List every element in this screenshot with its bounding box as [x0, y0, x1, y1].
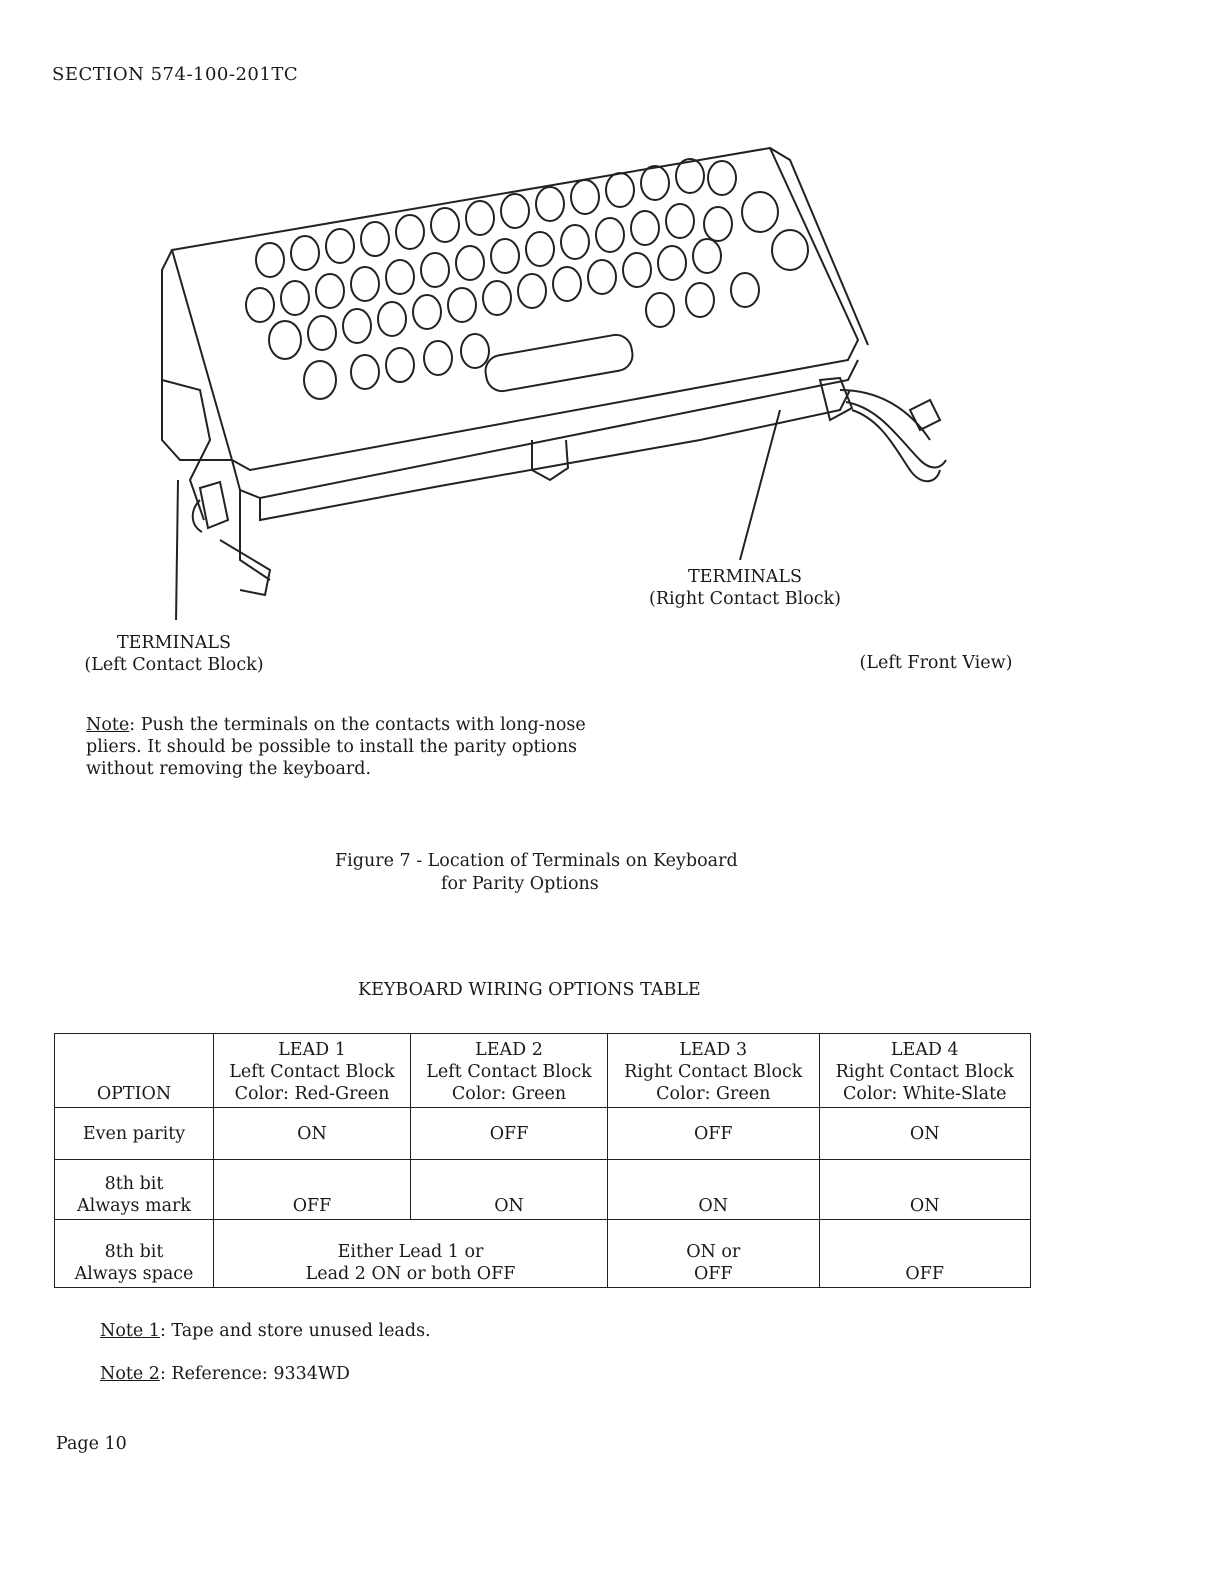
- installation-note: Note: Push the terminals on the contacts with long-nose pliers. It should be possible to install the parity options without removing the keyboard.: [86, 715, 586, 779]
- option-header: OPTION: [55, 1034, 214, 1108]
- lead-cell: Either Lead 1 or Lead 2 ON or both OFF: [214, 1220, 608, 1288]
- table-title: KEYBOARD WIRING OPTIONS TABLE: [358, 980, 701, 1000]
- option-cell: 8th bit Always space: [55, 1220, 214, 1288]
- terminals-left-label: TERMINALS (Left Contact Block): [84, 633, 264, 675]
- lead-header: LEAD 1 Left Contact Block Color: Red-Green: [214, 1034, 411, 1108]
- table-row: [55, 1220, 1031, 1288]
- note-label: Note: [86, 715, 130, 735]
- view-label: (Left Front View): [859, 653, 1013, 673]
- table-row: [55, 1108, 1031, 1160]
- lead-cell: OFF: [411, 1108, 608, 1160]
- wiring-options-table: [54, 1033, 1031, 1288]
- page-number: Page 10: [56, 1434, 127, 1454]
- lead-cell: OFF: [608, 1108, 819, 1160]
- option-cell: 8th bit Always mark: [55, 1160, 214, 1220]
- note-1: Note 1: Tape and store unused leads.: [100, 1321, 431, 1341]
- lead-cell: ON or OFF: [608, 1220, 819, 1288]
- lead-header: LEAD 3 Right Contact Block Color: Green: [608, 1034, 819, 1108]
- option-cell: Even parity: [55, 1108, 214, 1160]
- terminals-right-label: TERMINALS (Right Contact Block): [649, 567, 841, 609]
- lead-cell: OFF: [819, 1220, 1031, 1288]
- lead-header: LEAD 4 Right Contact Block Color: White-Slate: [819, 1034, 1031, 1108]
- table-header-row: [55, 1034, 1031, 1108]
- lead-cell: ON: [411, 1160, 608, 1220]
- lead-header: LEAD 2 Left Contact Block Color: Green: [411, 1034, 608, 1108]
- lead-cell: ON: [819, 1160, 1031, 1220]
- table-row: [55, 1160, 1031, 1220]
- lead-cell: ON: [608, 1160, 819, 1220]
- lead-cell: ON: [819, 1108, 1031, 1160]
- figure-caption: Figure 7 - Location of Terminals on Keyboard for Parity Options: [335, 851, 738, 894]
- note-2: Note 2: Reference: 9334WD: [100, 1364, 350, 1384]
- lead-cell: OFF: [214, 1160, 411, 1220]
- lead-cell: ON: [214, 1108, 411, 1160]
- keyboard-illustration: [140, 140, 960, 620]
- section-header: SECTION 574-100-201TC: [52, 64, 299, 85]
